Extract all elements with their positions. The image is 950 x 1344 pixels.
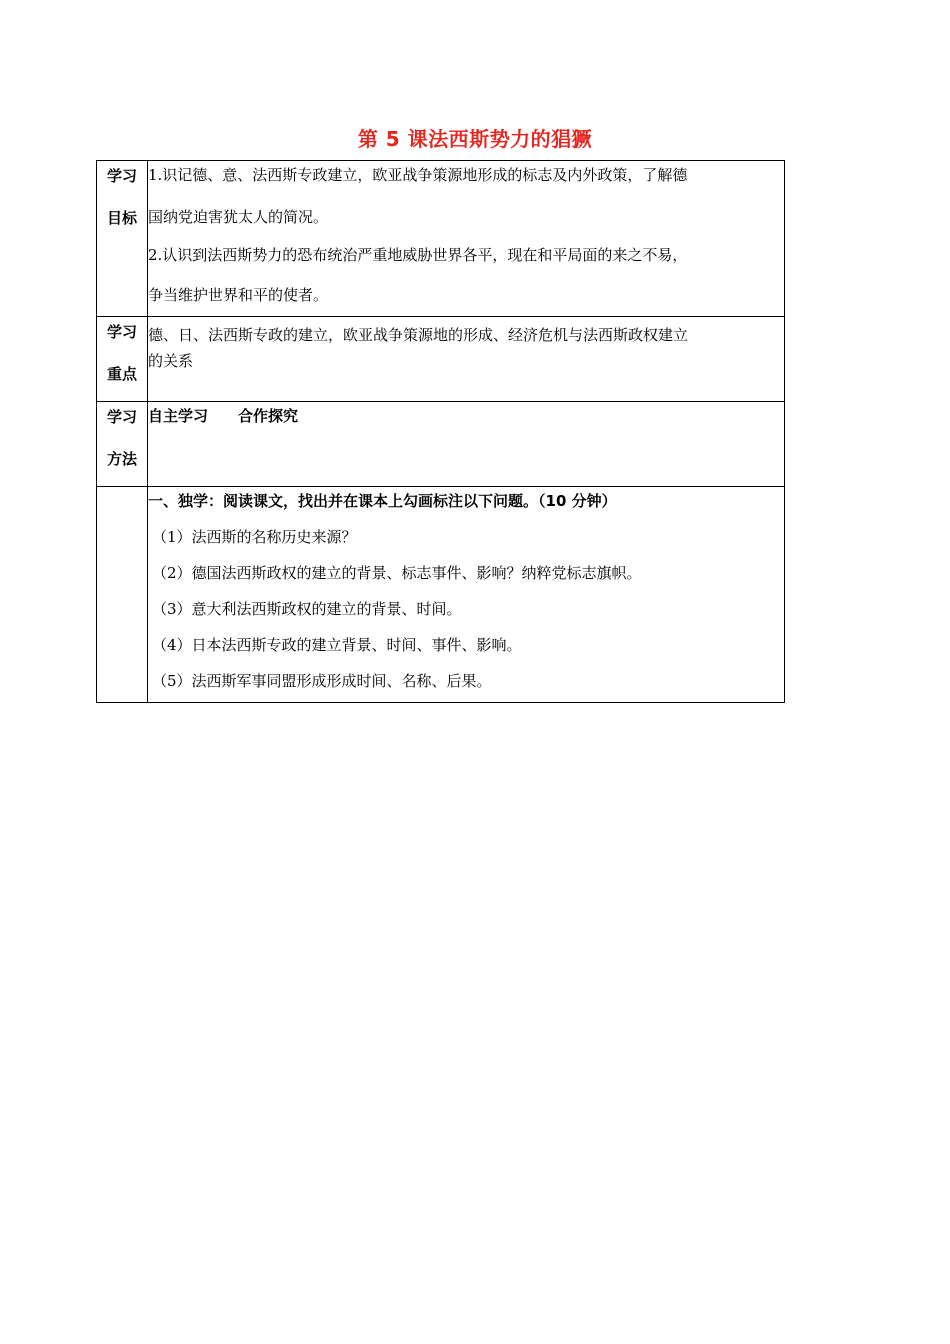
goals-line-1: 1.识记德、意、法西斯专政建立，欧亚战争策源地形成的标志及内外政策，了解德 [148, 166, 688, 184]
focus-row [97, 317, 785, 402]
task-item-4: （4）日本法西斯专政的建立背景、时间、事件、影响。 [152, 636, 522, 654]
method-content-cell [148, 402, 785, 487]
method-label-line2: 方法 [106, 450, 137, 468]
goals-content-cell [148, 161, 785, 317]
focus-content-cell [148, 317, 785, 402]
goals-label-line1: 学习 [106, 167, 137, 185]
goals-label-cell [97, 161, 148, 317]
goals-line-2: 国纳党迫害犹太人的简况。 [148, 208, 329, 226]
task-item-2: （2）德国法西斯政权的建立的背景、标志事件、影响？纳粹党标志旗帜。 [152, 564, 642, 582]
goals-line-4: 争当维护世界和平的使者。 [148, 286, 329, 304]
focus-line-1: 德、日、法西斯专政的建立，欧亚战争策源地的形成、经济危机与法西斯政权建立 [148, 326, 689, 344]
tasks-heading: 一、独学：阅读课文，找出并在课本上勾画标注以下问题。（10 分钟） [148, 492, 617, 510]
goals-label-line2: 目标 [106, 209, 137, 227]
method-label-cell [97, 402, 148, 487]
method-text: 自主学习 合作探究 [148, 407, 299, 425]
tasks-content-cell [148, 487, 785, 703]
tasks-label-cell [97, 487, 148, 703]
goals-line-3: 2.认识到法西斯势力的恐布统治严重地威胁世界各平，现在和平局面的来之不易， [148, 246, 688, 264]
task-item-1: （1）法西斯的名称历史来源？ [152, 528, 357, 546]
tasks-row [97, 487, 785, 703]
lesson-title: 第 5 课法西斯势力的猖獗 [357, 127, 593, 151]
task-item-3: （3）意大利法西斯政权的建立的背景、时间。 [152, 600, 462, 618]
focus-label-line1: 学习 [106, 323, 137, 341]
method-row [97, 402, 785, 487]
focus-label-line2: 重点 [106, 365, 137, 383]
task-item-5: （5）法西斯军事同盟形成形成时间、名称、后果。 [152, 672, 492, 690]
lesson-plan-table [96, 160, 785, 703]
method-label-line1: 学习 [106, 408, 137, 426]
focus-label-cell [97, 317, 148, 402]
goals-row [97, 161, 785, 317]
focus-line-2: 的关系 [148, 352, 194, 370]
